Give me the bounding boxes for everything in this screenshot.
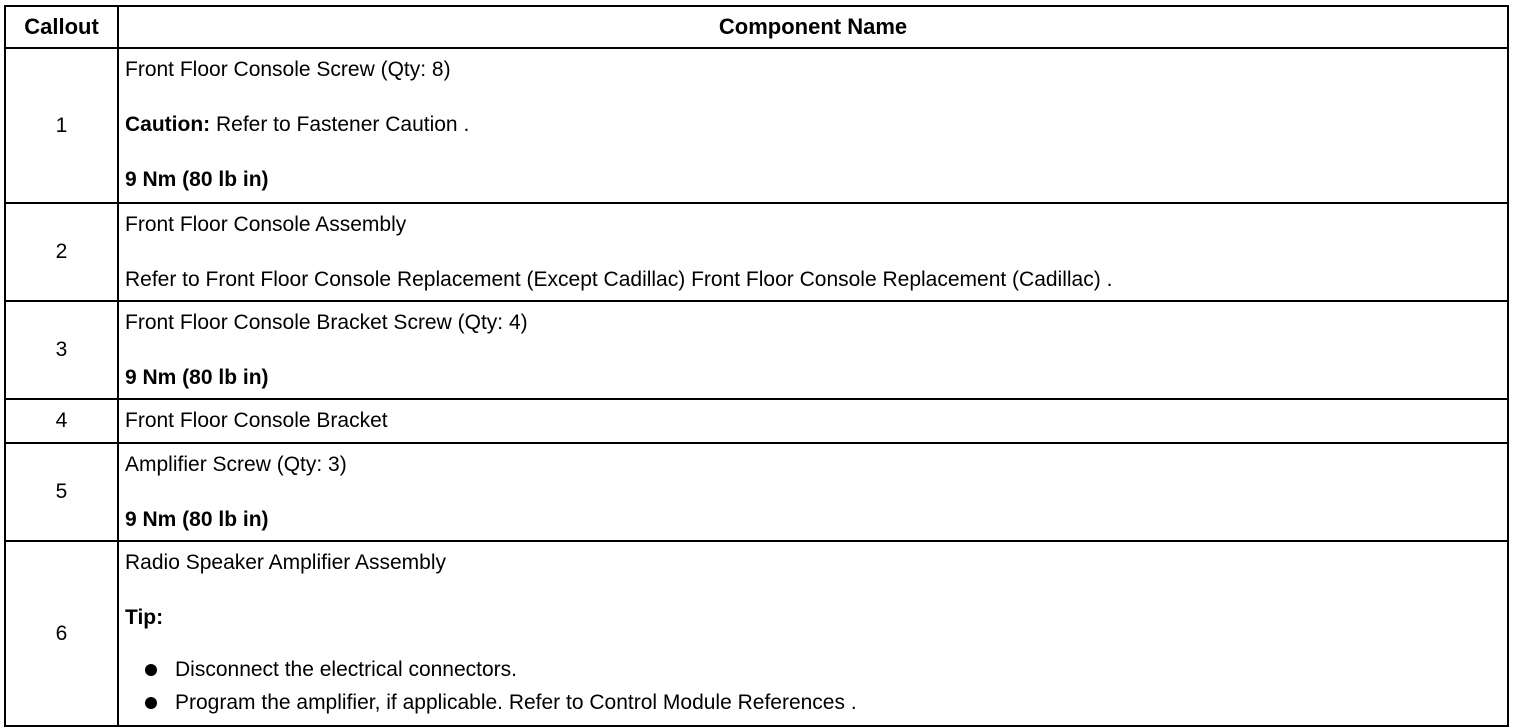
- header-component-name: Component Name: [118, 6, 1508, 48]
- bullet-icon: [145, 664, 157, 676]
- torque-spec: 9 Nm (80 lb in): [125, 366, 269, 389]
- table-row: [5, 301, 1508, 399]
- table-row: [5, 48, 1508, 203]
- caution-line: [125, 113, 1501, 137]
- callout-cell: 5: [5, 443, 118, 541]
- callout-cell: 3: [5, 301, 118, 399]
- torque-spec: 9 Nm (80 lb in): [125, 508, 269, 531]
- table-header-row: [5, 6, 1508, 48]
- component-cell: [118, 301, 1508, 399]
- table-row: [5, 203, 1508, 301]
- table-row: [5, 399, 1508, 443]
- component-table-container: [4, 5, 1507, 727]
- component-table: [4, 5, 1509, 727]
- tip-text: Program the amplifier, if applicable. Refer to Control Module References .: [175, 691, 857, 714]
- callout-cell: 6: [5, 541, 118, 726]
- tip-label: Tip:: [125, 606, 164, 629]
- reference-note: Refer to Front Floor Console Replacement (Except Cadillac) Front Floor Console Replacement (Cadillac) .: [125, 268, 1113, 291]
- torque-spec: 9 Nm (80 lb in): [125, 168, 269, 191]
- tip-item: [141, 691, 1501, 715]
- component-cell: [118, 48, 1508, 203]
- component-cell: [118, 541, 1508, 726]
- callout-cell: 4: [5, 399, 118, 443]
- callout-cell: 1: [5, 48, 118, 203]
- component-cell: [118, 203, 1508, 301]
- header-callout: Callout: [5, 6, 118, 48]
- table-row: [5, 443, 1508, 541]
- tip-item: [141, 658, 1501, 682]
- tip-list: [125, 658, 1501, 715]
- caution-label: Caution:: [125, 113, 211, 136]
- component-name: Amplifier Screw (Qty: 3): [125, 453, 347, 476]
- component-name: Front Floor Console Bracket Screw (Qty: 4): [125, 311, 528, 334]
- component-cell: [118, 399, 1508, 443]
- callout-cell: 2: [5, 203, 118, 301]
- table-row: [5, 541, 1508, 726]
- component-cell: [118, 443, 1508, 541]
- caution-text: Refer to Fastener Caution .: [210, 113, 470, 136]
- component-name: Front Floor Console Bracket: [125, 409, 388, 432]
- component-name: Front Floor Console Screw (Qty: 8): [125, 58, 451, 81]
- tip-text: Disconnect the electrical connectors.: [175, 658, 517, 681]
- bullet-icon: [145, 697, 157, 709]
- component-name: Radio Speaker Amplifier Assembly: [125, 551, 446, 574]
- component-name: Front Floor Console Assembly: [125, 213, 407, 236]
